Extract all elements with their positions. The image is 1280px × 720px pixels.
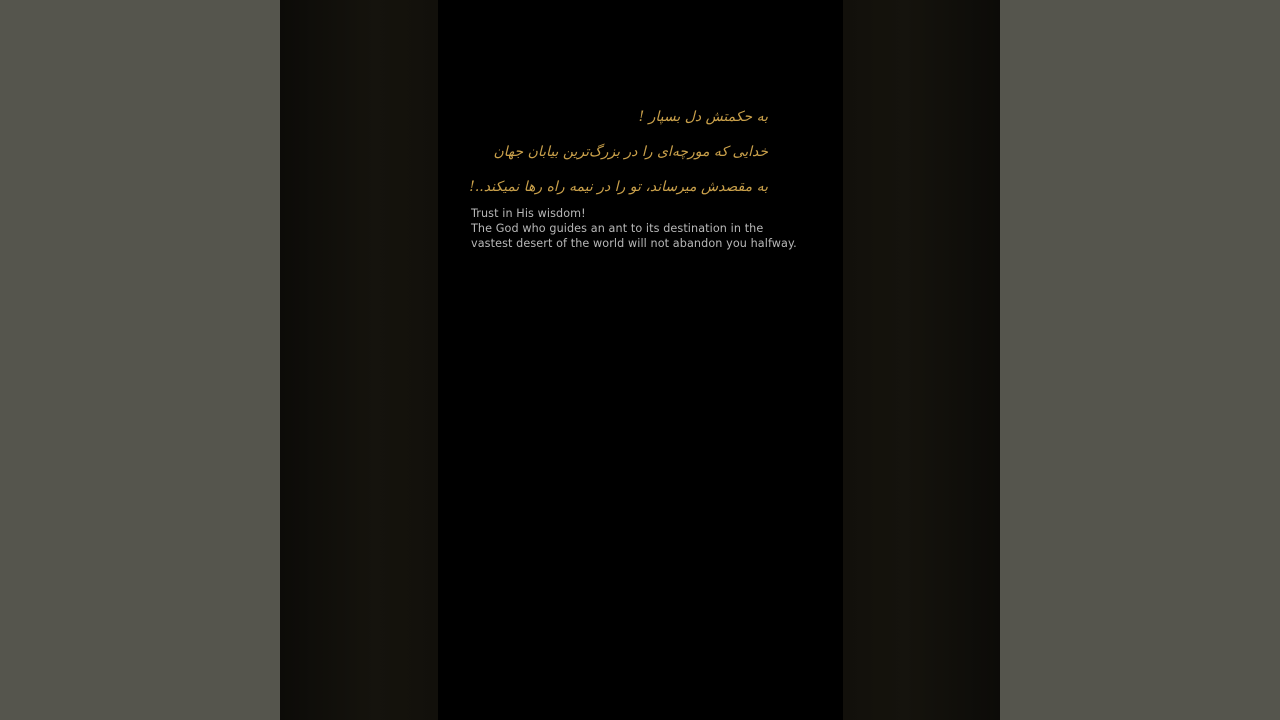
english-caption-line: The God who guides an ant to its destination in the: [471, 222, 764, 235]
persian-caption-line: به حکمتش دل بسپار !: [638, 109, 768, 125]
left-letterbox: [0, 0, 280, 720]
blurred-background-left: [280, 0, 438, 720]
persian-caption: [469, 100, 768, 205]
english-caption-line: vastest desert of the world will not abandon you halfway.: [471, 237, 797, 250]
english-caption: [471, 206, 831, 251]
persian-caption-line: به مقصدش میرساند، تو را در نیمه راه رها نمیکند..!: [469, 179, 768, 195]
persian-caption-line: خدایی که مورچه‌ای را در بزرگ‌ترین بیابان جهان: [493, 144, 768, 160]
blurred-background-right: [843, 0, 1000, 720]
english-caption-line: Trust in His wisdom!: [471, 207, 586, 220]
video-frame[interactable]: [438, 0, 843, 720]
right-letterbox: [1000, 0, 1280, 720]
